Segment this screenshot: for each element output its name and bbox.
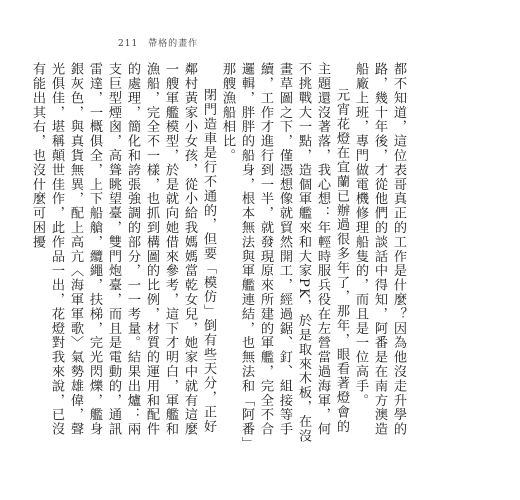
page-number: 211 bbox=[118, 39, 139, 49]
body-text bbox=[30, 62, 408, 447]
paragraph-1: 都不知道，這位表哥真正的工作是什麼？因為他沒走升學的路，幾十年後，才從他們的談話中得知，阿番是在南方澳造船廠上班，專門做電機修理船隻的，而且是一位高手。 bbox=[353, 62, 406, 437]
paragraph-2: 元宵花燈在宜蘭已辦過很多年了，那年，眼看著燈會的主題還沒著落，我心想：年輕時服兵役在左營當過海軍，何不挑戰大一點，造個軍艦來和大家PK，於是取來木板，在沒畫草圖之下，僅憑想像就貿然開工，經過鋸、釘、組接等手續，工作才進行到一半，就發現原來所建的軍艦，完全不合邏輯，胖胖的船身，根本無法與軍艦連結，也無法和「阿番」那艘漁船相比。 bbox=[220, 62, 349, 445]
paragraph-3: 閉門造車是行不通的，但要「模仿」倒有些天分，正好鄰村黃家小女孩，從小給我媽媽當乾女兒，她家中就有這麼一艘軍艦模型，於是就向她借來參考，這下才明白，軍艦和漁船，完全不一樣，也抓到構圖的比例，材質的運用和配件的處理，簡化和誇張強調的部分，一一考量。結果出爐：兩支巨型煙囪，高聳眺望臺，雙門炮臺，而且是電動的，通訊雷達，一概俱全，上下船艙，纜繩，扶梯，完光閃爍，艦身銀灰色，與真貨無異，配上高亢〈海軍軍歌〉氣勢雄偉，聲光俱佳，堪稱顛世佳作，此作品一出，花燈對我來說，已沒有能出其右，也沒什麼可困擾 bbox=[30, 62, 216, 437]
running-title: 帶格的畫作 bbox=[148, 39, 199, 49]
page-header bbox=[118, 36, 198, 49]
